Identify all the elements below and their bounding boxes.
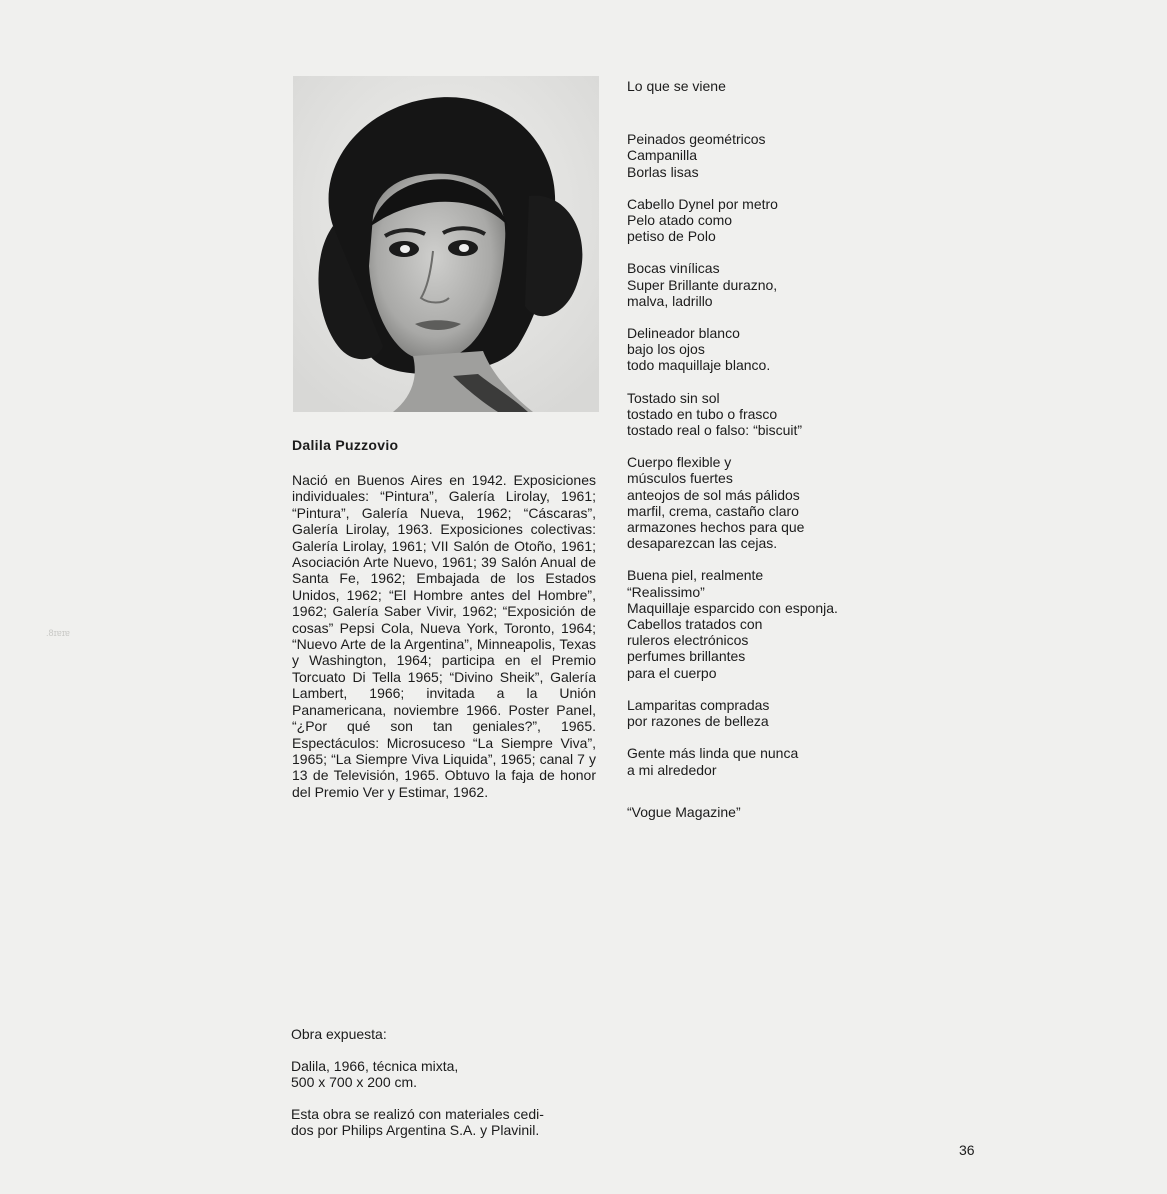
poem-stanza — [627, 745, 927, 777]
poem — [627, 78, 927, 820]
poem-line: perfumes brillantes — [627, 648, 746, 665]
materials-credit-line: dos por Philips Argentina S.A. y Plavinil. — [291, 1122, 540, 1138]
poem-line: Gente más linda que nunca — [627, 745, 799, 762]
portrait-photo — [293, 76, 599, 412]
materials-credit-note — [291, 1106, 611, 1138]
poem-line: Cuerpo flexible y — [627, 454, 732, 471]
poem-line: Cabellos tratados con — [627, 616, 763, 633]
poem-line: anteojos de sol más pálidos — [627, 486, 800, 503]
poem-line: desaparezcan las cejas. — [627, 535, 778, 552]
portrait-image — [293, 76, 599, 412]
poem-line: Pelo atado como — [627, 212, 733, 229]
poem-line: Peinados geométricos — [627, 131, 766, 148]
poem-line: Maquillaje esparcido con esponja. — [627, 599, 838, 616]
poem-line: Campanilla — [627, 147, 698, 164]
poem-line: tostado real o falso: “biscuit” — [627, 422, 803, 439]
poem-line: Lamparitas compradas — [627, 696, 770, 713]
poem-line: Cabello Dynel por metro — [627, 195, 778, 212]
poem-line: Borlas lisas — [627, 163, 699, 180]
poem-line: bajo los ojos — [627, 341, 705, 358]
poem-stanzas — [627, 131, 927, 778]
poem-line: marfil, crema, castaño claro — [627, 502, 799, 519]
poem-line: todo maquillaje blanco. — [627, 357, 771, 374]
poem-line: a mi alrededor — [627, 761, 717, 778]
poem-stanza — [627, 390, 927, 439]
poem-line: petiso de Polo — [627, 228, 716, 245]
exhibited-work-title — [291, 1058, 458, 1090]
exhibited-work-dimensions: 500 x 700 x 200 cm. — [291, 1074, 418, 1090]
poem-line: Super Brillante durazno, — [627, 276, 778, 293]
poem-line: tostado en tubo o frasco — [627, 405, 778, 422]
poem-stanza — [627, 567, 927, 680]
poem-line: “Realissimo” — [627, 583, 705, 600]
poem-line: Tostado sin sol — [627, 389, 720, 406]
poem-line: para el cuerpo — [627, 664, 717, 681]
poem-line: Buena piel, realmente — [627, 567, 764, 584]
poem-stanza — [627, 260, 927, 309]
poem-line: por razones de belleza — [627, 713, 769, 730]
artist-name: Dalila Puzzovio — [292, 437, 399, 453]
exhibited-work-label: Obra expuesta: — [291, 1026, 387, 1042]
poem-source: “Vogue Magazine” — [627, 803, 741, 820]
poem-stanza — [627, 325, 927, 374]
poem-line: músculos fuertes — [627, 470, 733, 487]
exhibited-work-title-line: Dalila, 1966, técnica mixta, — [291, 1058, 459, 1074]
poem-stanza — [627, 697, 927, 729]
poem-line: malva, ladrillo — [627, 292, 713, 309]
poem-line: armazones hechos para que — [627, 519, 805, 536]
poem-title: Lo que se viene — [627, 78, 726, 94]
page-number: 36 — [959, 1142, 975, 1158]
poem-stanza — [627, 454, 927, 551]
poem-line: Delineador blanco — [627, 325, 740, 342]
artist-biography: Nació en Buenos Aires en 1942. Exposiciones individuales: “Pintura”, Galería Lirolay, 1961; “Pintura”, Galería Nueva, 1962; “Cáscaras”, Galería Lirolay, 1963. Exposiciones colectivas: Galería Lirolay, 1961; VII Salón de Otoño, 1961; Asociación Arte Nuevo, 1961; 39 Salón Anual de Santa Fe, 1962; Embajada de los Estados Unidos, 1962; “El Hombre antes del Hombre”, 1962; Galería Saber Vivir, 1962; “Exposición de cosas” Pepsi Cola, Nueva York, Toronto, 1964; “Nuevo Arte de la Argentina”, Minneapolis, Texas y Washington, 1964; participa en el Premio Torcuato Di Tella 1965; “Divino Sheik”, Galería Lambert, 1966; invitada a la Unión Panamericana, noviembre 1966. Poster Panel, “¿Por qué son tan geniales?”, 1965. Espectáculos: Microsuceso “La Siempre Viva”, 1965; “La Siempre Viva Liquida”, 1965; canal 7 y 13 de Televisión, 1965. Obtuvo la faja de honor del Premio Ver y Estimar, 1962. — [292, 472, 596, 800]
poem-line: ruleros electrónicos — [627, 632, 749, 649]
poem-line: Bocas vinílicas — [627, 260, 720, 277]
poem-stanza — [627, 196, 927, 245]
materials-credit-line: Esta obra se realizó con materiales cedi- — [291, 1106, 544, 1122]
poem-stanza — [627, 131, 927, 180]
margin-bleed-mark: .8ɪɐɪɐ — [46, 628, 70, 638]
